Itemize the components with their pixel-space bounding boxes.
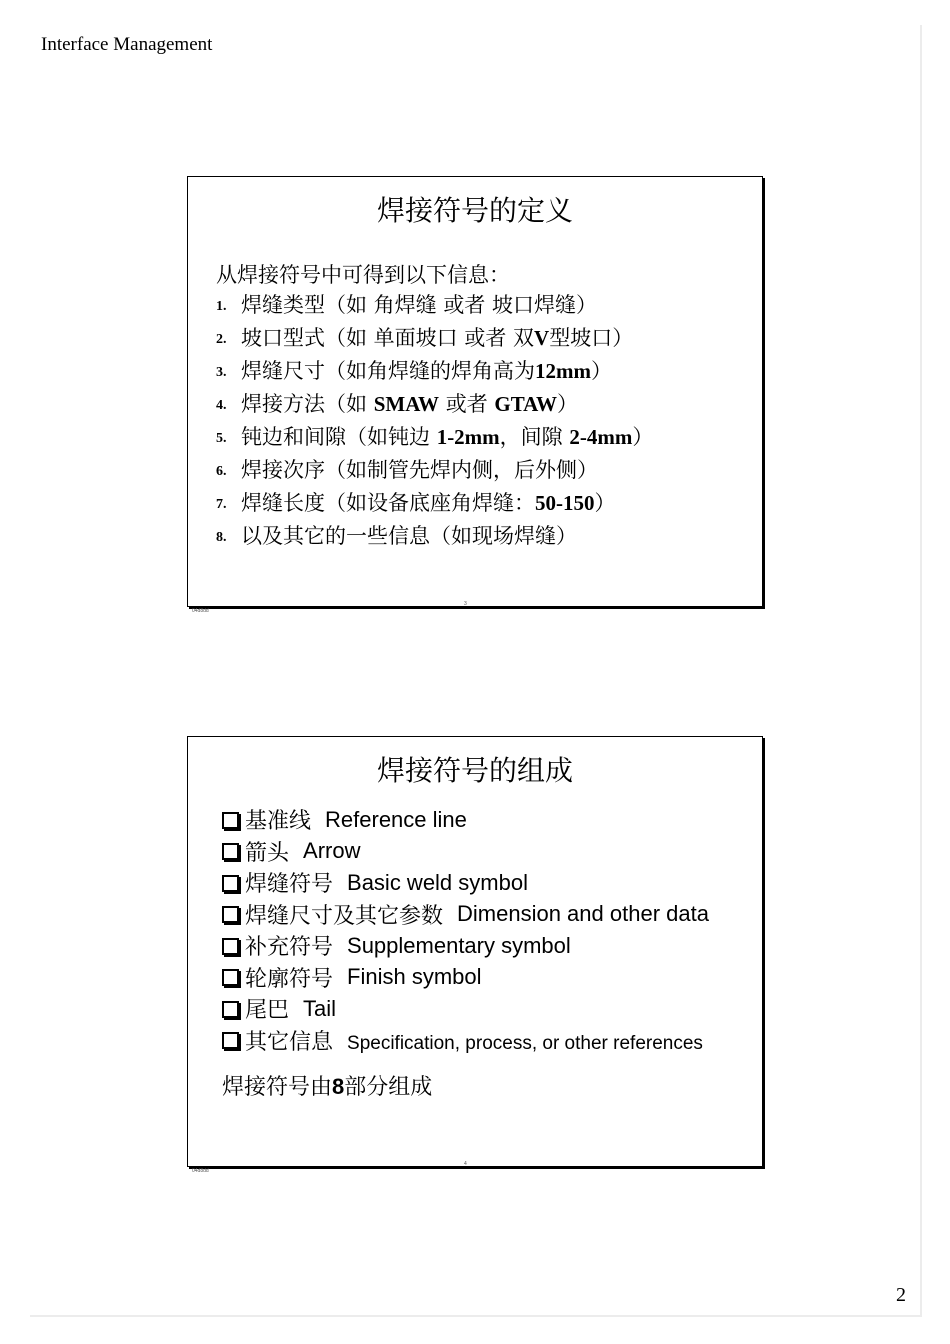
slide-number: 4 (464, 1161, 467, 1167)
checkbox-bullet-icon (222, 969, 239, 986)
list-item (222, 1025, 709, 1057)
list-item (222, 804, 709, 836)
list-item (222, 867, 709, 899)
slide-number: 3 (464, 601, 467, 607)
list-item (216, 355, 653, 388)
item-text: 焊缝长度（如设备底座角焊缝：50-150） (241, 491, 616, 515)
item-zh: 尾巴 (245, 998, 290, 1024)
item-en: Arrow (303, 838, 361, 864)
list-item (222, 930, 709, 962)
list-item (216, 388, 653, 421)
item-number: 4. (216, 398, 227, 413)
slide-footer: 04d8dd (192, 608, 209, 614)
item-text: 焊缝类型（如 角焊缝 或者 坡口焊缝） (241, 293, 598, 317)
slide-footer: 04d8dd (192, 1168, 209, 1174)
slide-title: 焊接符号的组成 (376, 754, 573, 787)
page-edge (920, 25, 922, 1317)
list-item (216, 421, 653, 454)
checkbox-bullet-icon (222, 938, 239, 955)
item-zh: 焊缝符号 (245, 872, 334, 898)
list-item (222, 836, 709, 868)
page-header: Interface Management (41, 34, 213, 55)
page-number: 2 (896, 1284, 906, 1306)
item-zh: 其它信息 (245, 1029, 334, 1055)
item-text: 焊缝尺寸（如角焊缝的焊角高为12mm） (241, 359, 612, 383)
item-text: 钝边和间隙（如钝边 1-2mm，间隙 2-4mm） (241, 425, 654, 449)
item-en: Reference line (325, 806, 467, 832)
page-edge (30, 1315, 922, 1317)
checkbox-bullet-icon (222, 875, 239, 892)
item-text: 焊接方法（如 SMAW 或者 GTAW） (241, 392, 579, 416)
item-zh: 轮廓符号 (245, 966, 334, 992)
item-en: Basic weld symbol (347, 869, 528, 895)
list-item (222, 899, 709, 931)
item-zh: 补充符号 (245, 935, 334, 961)
item-number: 5. (216, 431, 227, 446)
checkbox-bullet-icon (222, 1001, 239, 1018)
info-list (216, 289, 653, 553)
list-item (216, 520, 653, 553)
list-item (216, 289, 653, 322)
item-en: Supplementary symbol (347, 932, 571, 958)
checkbox-bullet-icon (222, 812, 239, 829)
item-number: 1. (216, 299, 227, 314)
item-en: Tail (303, 995, 337, 1021)
item-en: Finish symbol (347, 964, 482, 990)
slide-summary: 焊接符号由8部分组成 (222, 1074, 433, 1100)
item-text: 坡口型式（如 单面坡口 或者 双V型坡口） (241, 326, 634, 350)
item-text: 以及其它的一些信息（如现场焊缝） (241, 524, 577, 548)
item-number: 8. (216, 530, 227, 545)
slide-weld-symbol-definition (187, 176, 763, 614)
slide-weld-symbol-composition (187, 736, 763, 1174)
item-zh: 基准线 (245, 809, 312, 835)
list-item (222, 962, 709, 994)
list-item (216, 454, 653, 487)
item-text: 焊接次序（如制管先焊内侧，后外侧） (241, 458, 598, 482)
component-list (222, 804, 709, 1056)
list-item (216, 487, 653, 520)
slide-title: 焊接符号的定义 (376, 194, 573, 227)
item-zh: 焊缝尺寸及其它参数 (245, 903, 444, 929)
checkbox-bullet-icon (222, 1032, 239, 1049)
checkbox-bullet-icon (222, 843, 239, 860)
list-item (222, 993, 709, 1025)
list-item (216, 322, 653, 355)
item-zh: 箭头 (245, 840, 290, 866)
item-en: Dimension and other data (457, 901, 709, 927)
checkbox-bullet-icon (222, 906, 239, 923)
item-number: 2. (216, 332, 227, 347)
item-number: 7. (216, 497, 227, 512)
item-en: Specification, process, or other references (347, 1033, 703, 1055)
item-number: 6. (216, 464, 227, 479)
slide-intro: 从焊接符号中可得到以下信息： (216, 263, 510, 287)
item-number: 3. (216, 365, 227, 380)
